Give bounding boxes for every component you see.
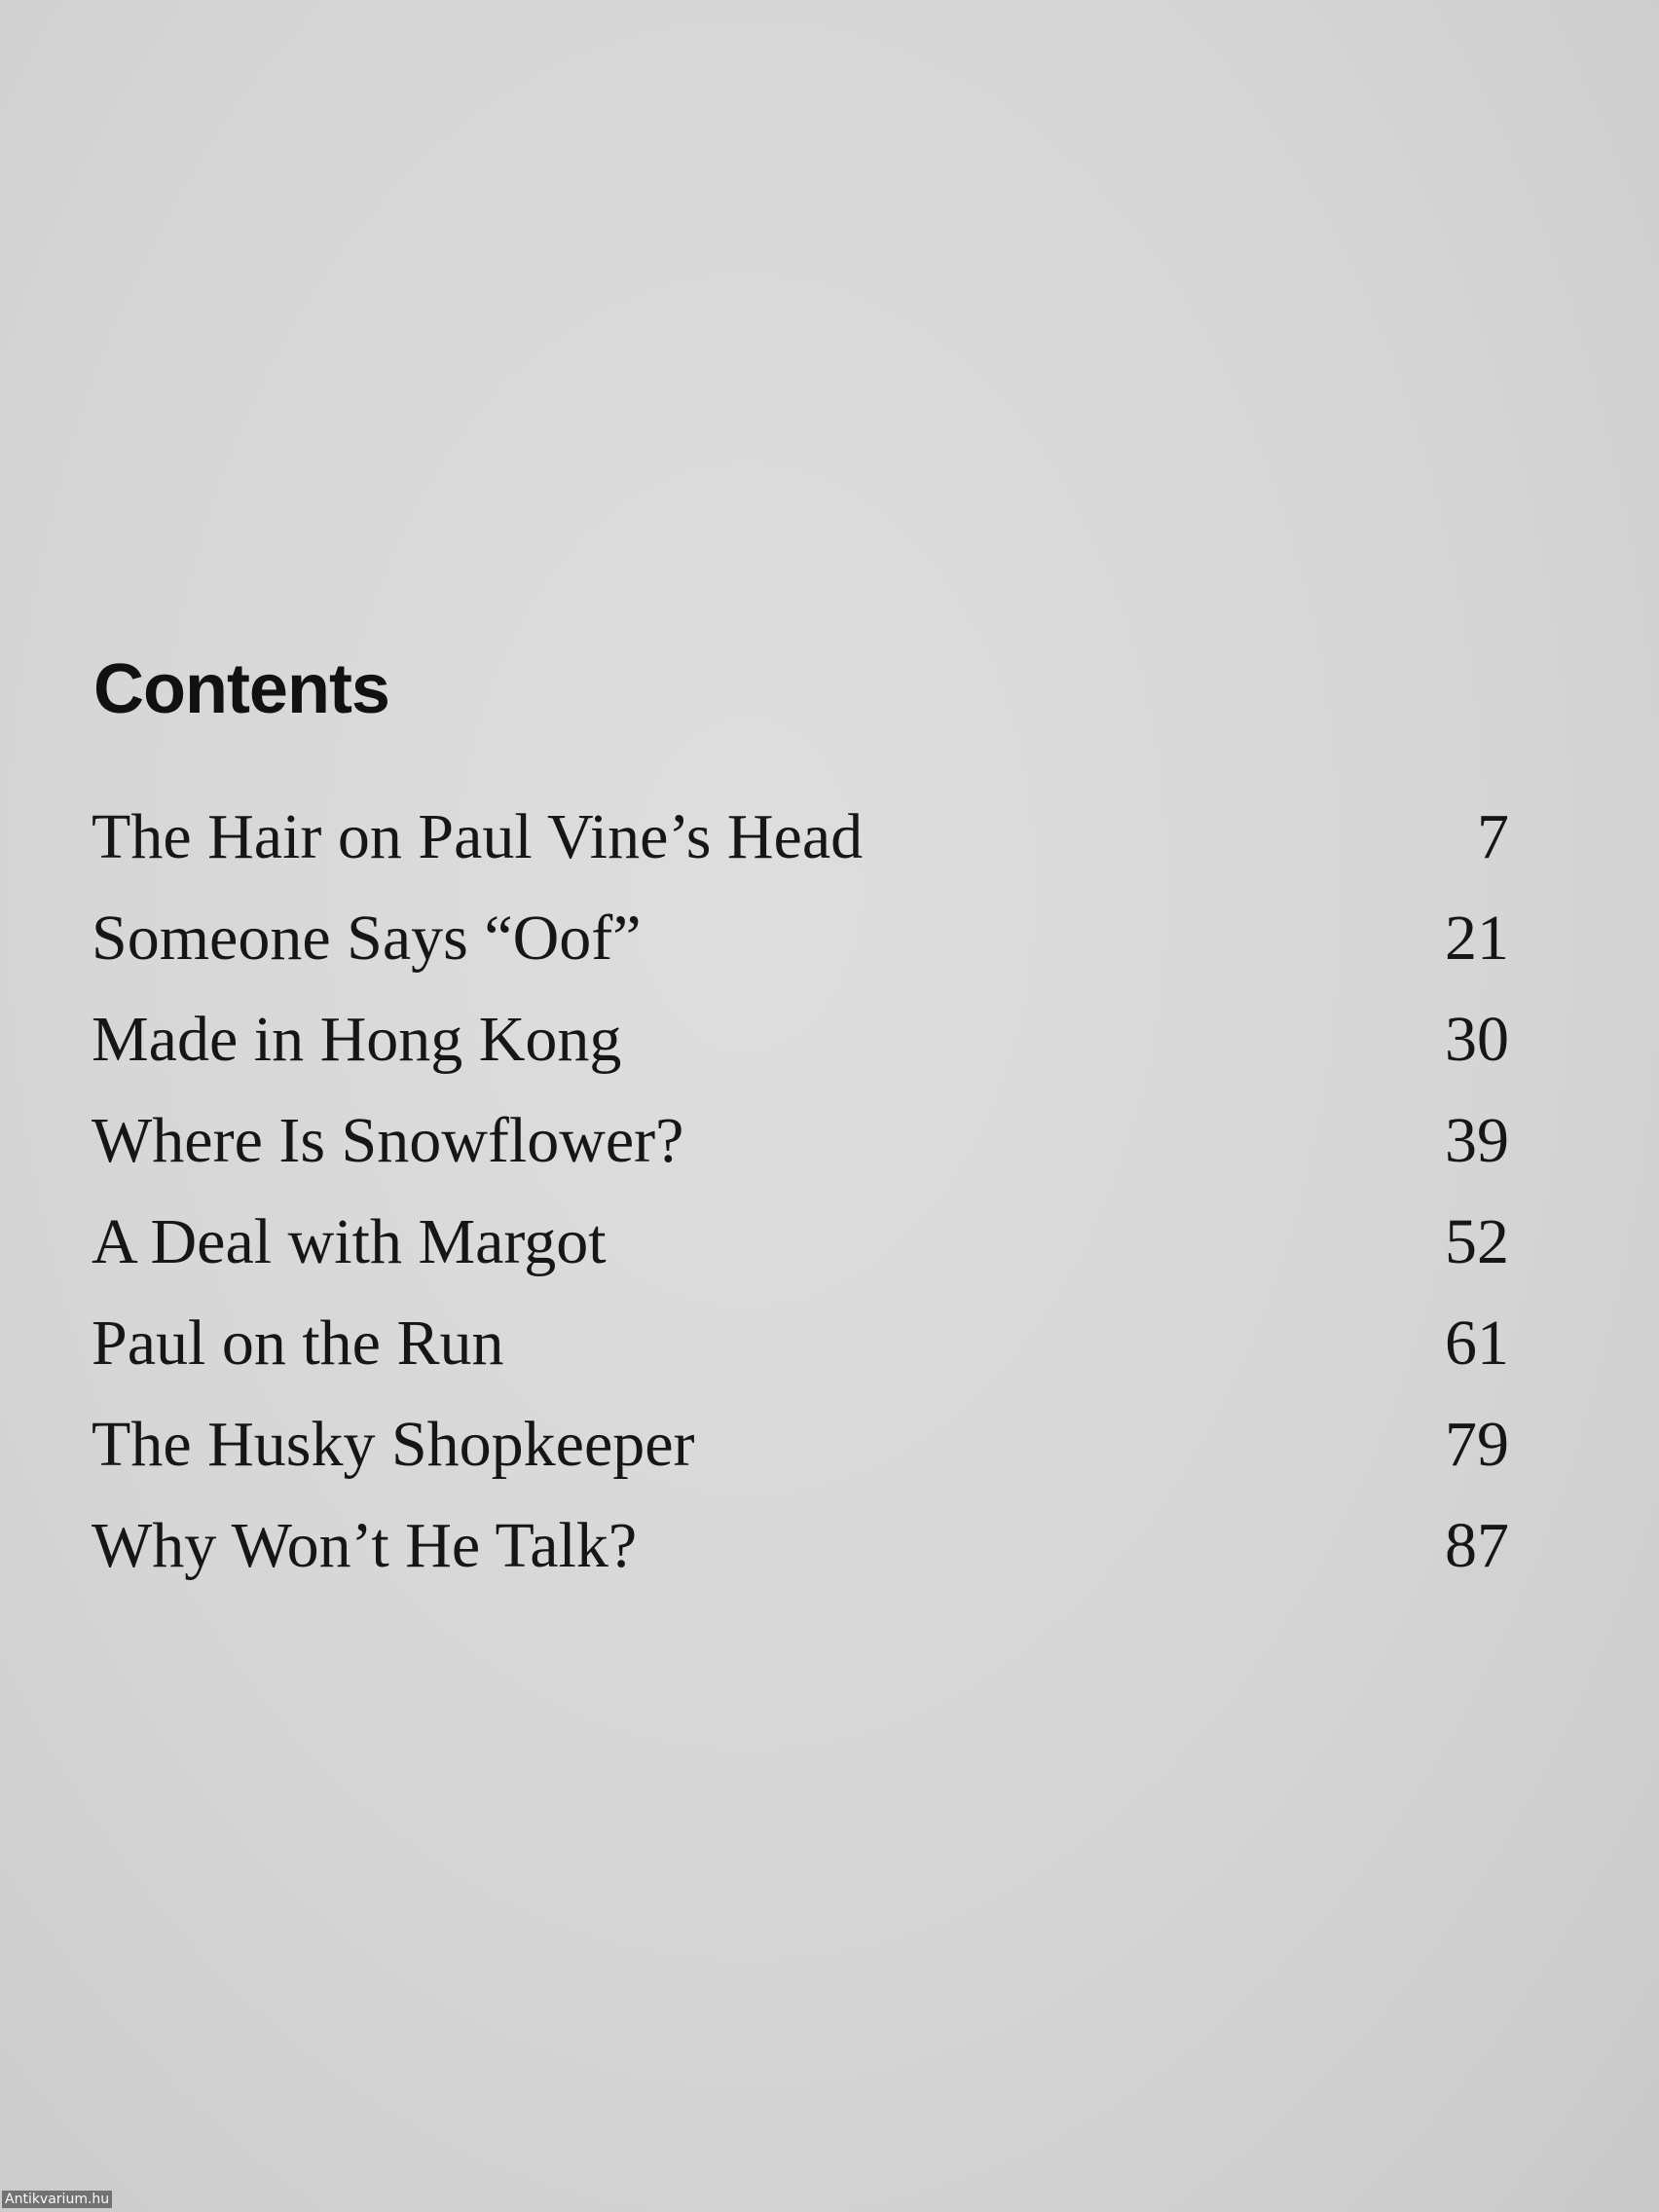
toc-entry xyxy=(92,1192,1509,1293)
chapter-title: Why Won’t He Talk? xyxy=(92,1510,638,1581)
toc-entry xyxy=(92,1090,1509,1192)
toc-entry xyxy=(92,1293,1509,1394)
chapter-title: Where Is Snowflower? xyxy=(92,1105,684,1176)
chapter-page-number: 21 xyxy=(1445,903,1509,974)
toc-entry xyxy=(92,1394,1509,1495)
scan-watermark: Antikvarium.hu xyxy=(2,2191,112,2208)
chapter-title: The Hair on Paul Vine’s Head xyxy=(92,801,864,872)
chapter-title: Someone Says “Oof” xyxy=(92,903,642,974)
chapter-title: Paul on the Run xyxy=(92,1308,504,1379)
chapter-title: A Deal with Margot xyxy=(92,1206,607,1277)
chapter-page-number: 87 xyxy=(1445,1510,1509,1581)
chapter-page-number: 79 xyxy=(1445,1409,1509,1480)
chapter-page-number: 7 xyxy=(1477,801,1509,872)
table-of-contents xyxy=(92,787,1509,1597)
toc-entry xyxy=(92,1495,1509,1597)
toc-entry xyxy=(92,989,1509,1090)
contents-heading: Contents xyxy=(93,650,389,728)
chapter-page-number: 61 xyxy=(1445,1308,1509,1379)
chapter-page-number: 52 xyxy=(1445,1206,1509,1277)
chapter-title: The Husky Shopkeeper xyxy=(92,1409,695,1480)
chapter-page-number: 39 xyxy=(1445,1105,1509,1176)
toc-entry xyxy=(92,787,1509,888)
chapter-page-number: 30 xyxy=(1445,1004,1509,1075)
chapter-title: Made in Hong Kong xyxy=(92,1004,622,1075)
toc-entry xyxy=(92,888,1509,989)
